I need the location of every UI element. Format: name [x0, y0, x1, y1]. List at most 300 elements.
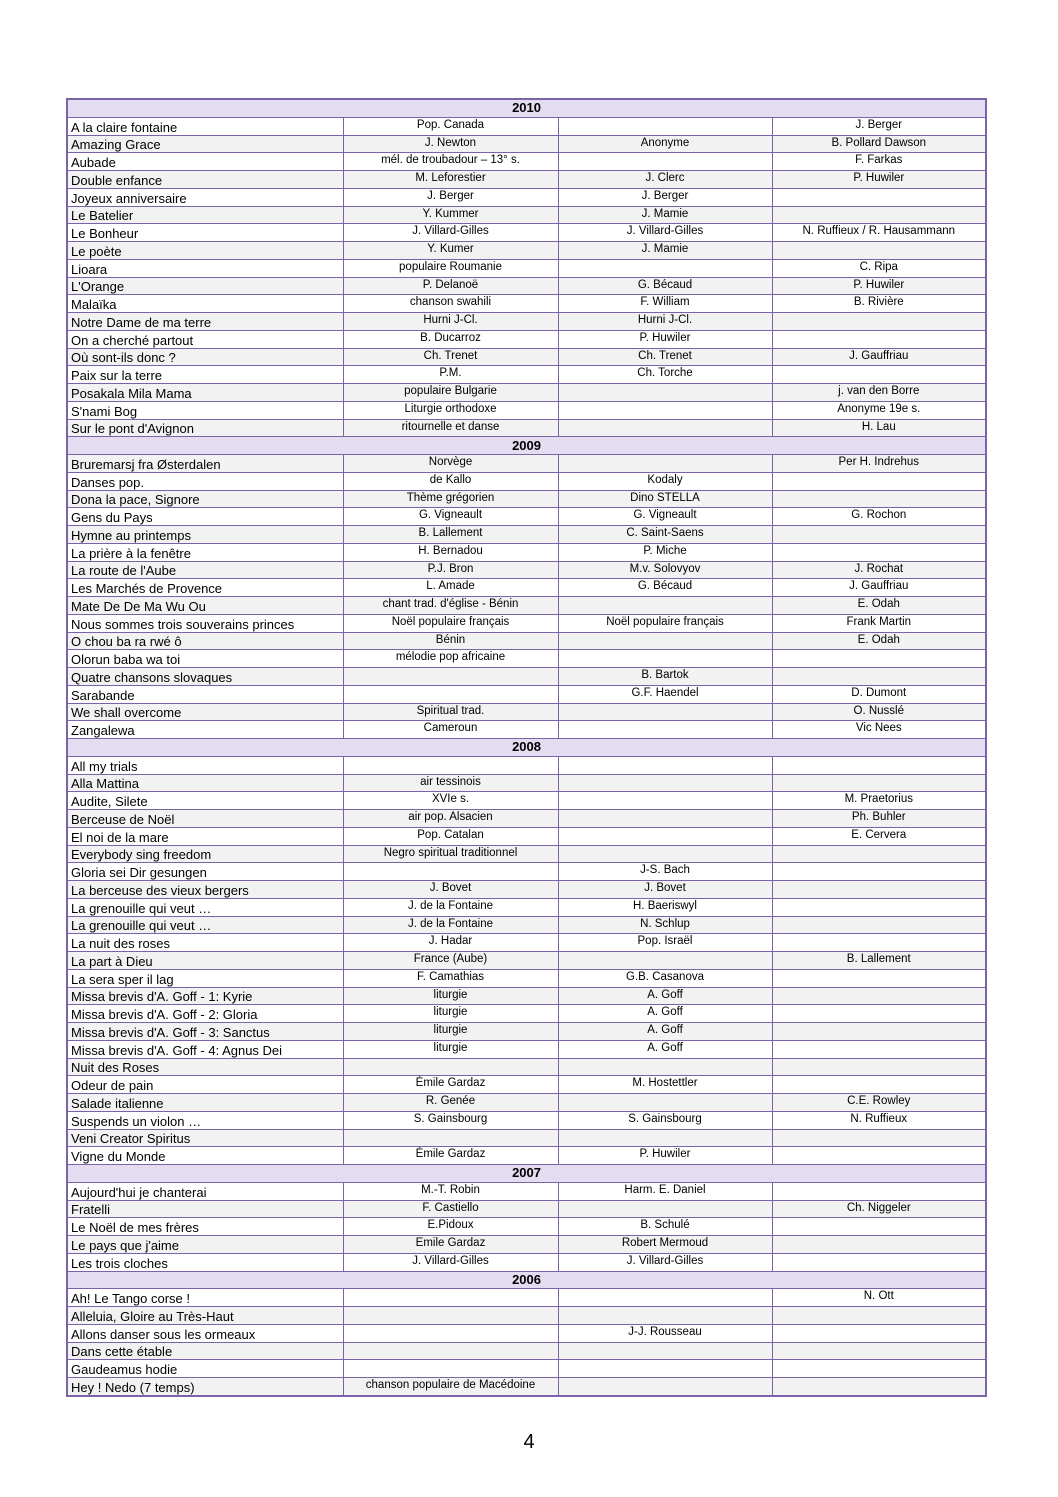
- arranger-cell: [772, 206, 986, 224]
- arranger-cell: N. Ott: [772, 1289, 986, 1307]
- table-body: [67, 99, 986, 1396]
- table-row: [67, 171, 986, 189]
- composer-cell: H. Baeriswyl: [558, 898, 772, 916]
- composer-cell: [558, 756, 772, 774]
- composer-cell: [558, 1094, 772, 1112]
- arranger-cell: [772, 242, 986, 260]
- table-row: [67, 668, 986, 686]
- song-title-cell: Le Noël de mes frères: [67, 1218, 343, 1236]
- arranger-cell: [772, 668, 986, 686]
- origin-cell: Liturgie orthodoxe: [343, 401, 558, 419]
- composer-cell: A. Goff: [558, 1023, 772, 1041]
- origin-cell: M.-T. Robin: [343, 1182, 558, 1200]
- arranger-cell: Anonyme 19e s.: [772, 401, 986, 419]
- table-row: [67, 1058, 986, 1076]
- composer-cell: [558, 703, 772, 721]
- composer-cell: [558, 845, 772, 863]
- arranger-cell: [772, 1129, 986, 1147]
- song-title-cell: Sur le pont d'Avignon: [67, 419, 343, 437]
- table-row: [67, 561, 986, 579]
- origin-cell: Ch. Trenet: [343, 348, 558, 366]
- year-label: 2008: [67, 739, 986, 757]
- song-title-cell: Le poète: [67, 242, 343, 260]
- table-row: [67, 1253, 986, 1271]
- song-title-cell: Zangalewa: [67, 721, 343, 739]
- table-row: [67, 277, 986, 295]
- song-title-cell: Alla Mattina: [67, 774, 343, 792]
- origin-cell: G. Vigneault: [343, 508, 558, 526]
- arranger-cell: [772, 881, 986, 899]
- arranger-cell: [772, 756, 986, 774]
- origin-cell: F. Castiello: [343, 1200, 558, 1218]
- song-title-cell: Gaudeamus hodie: [67, 1360, 343, 1378]
- composer-cell: [558, 1360, 772, 1378]
- table-row: [67, 490, 986, 508]
- arranger-cell: j. van den Borre: [772, 384, 986, 402]
- origin-cell: [343, 1324, 558, 1342]
- year-header-row: [67, 99, 986, 117]
- composer-cell: [558, 810, 772, 828]
- arranger-cell: Vic Nees: [772, 721, 986, 739]
- origin-cell: B. Ducarroz: [343, 330, 558, 348]
- song-title-cell: Hey ! Nedo (7 temps): [67, 1378, 343, 1396]
- origin-cell: J. Villard-Gilles: [343, 224, 558, 242]
- arranger-cell: J. Rochat: [772, 561, 986, 579]
- origin-cell: chanson swahili: [343, 295, 558, 313]
- table-row: [67, 632, 986, 650]
- composer-cell: Robert Mermoud: [558, 1236, 772, 1254]
- song-title-cell: A la claire fontaine: [67, 117, 343, 135]
- composer-cell: Ch. Torche: [558, 366, 772, 384]
- composer-cell: J. Mamie: [558, 242, 772, 260]
- song-title-cell: Posakala Mila Mama: [67, 384, 343, 402]
- table-row: [67, 597, 986, 615]
- song-title-cell: Dans cette étable: [67, 1342, 343, 1360]
- arranger-cell: E. Cervera: [772, 827, 986, 845]
- origin-cell: Pop. Catalan: [343, 827, 558, 845]
- arranger-cell: [772, 934, 986, 952]
- composer-cell: Kodaly: [558, 472, 772, 490]
- table-row: [67, 224, 986, 242]
- composer-cell: [558, 792, 772, 810]
- song-title-cell: Le pays que j'aime: [67, 1236, 343, 1254]
- table-row: [67, 756, 986, 774]
- song-title-cell: Audite, Silete: [67, 792, 343, 810]
- composer-cell: P. Huwiler: [558, 330, 772, 348]
- table-row: [67, 543, 986, 561]
- composer-cell: [558, 597, 772, 615]
- composer-cell: [558, 632, 772, 650]
- origin-cell: air tessinois: [343, 774, 558, 792]
- table-row: [67, 366, 986, 384]
- composer-cell: A. Goff: [558, 1040, 772, 1058]
- page-number: 4: [523, 1431, 535, 1453]
- song-title-cell: Où sont-ils donc ?: [67, 348, 343, 366]
- table-row: [67, 1076, 986, 1094]
- composer-cell: [558, 1342, 772, 1360]
- arranger-cell: [772, 1147, 986, 1165]
- origin-cell: F. Camathias: [343, 969, 558, 987]
- song-title-cell: La prière à la fenêtre: [67, 543, 343, 561]
- composer-cell: P. Huwiler: [558, 1147, 772, 1165]
- arranger-cell: B. Pollard Dawson: [772, 135, 986, 153]
- table-row: [67, 526, 986, 544]
- origin-cell: liturgie: [343, 1023, 558, 1041]
- composer-cell: [558, 153, 772, 171]
- origin-cell: ritournelle et danse: [343, 419, 558, 437]
- table-row: [67, 384, 986, 402]
- table-row: [67, 614, 986, 632]
- table-row: [67, 703, 986, 721]
- year-header-row: [67, 739, 986, 757]
- composer-cell: B. Schulé: [558, 1218, 772, 1236]
- song-title-cell: Missa brevis d'A. Goff - 2: Gloria: [67, 1005, 343, 1023]
- origin-cell: Spiritual trad.: [343, 703, 558, 721]
- song-title-cell: Lioara: [67, 259, 343, 277]
- origin-cell: mélodie pop africaine: [343, 650, 558, 668]
- song-title-cell: On a cherché partout: [67, 330, 343, 348]
- repertoire-table: [66, 98, 987, 1397]
- arranger-cell: Per H. Indrehus: [772, 455, 986, 473]
- origin-cell: J. Villard-Gilles: [343, 1253, 558, 1271]
- origin-cell: XVIe s.: [343, 792, 558, 810]
- song-title-cell: Les trois cloches: [67, 1253, 343, 1271]
- origin-cell: Pop. Canada: [343, 117, 558, 135]
- arranger-cell: [772, 490, 986, 508]
- table-row: [67, 952, 986, 970]
- arranger-cell: N. Ruffieux: [772, 1111, 986, 1129]
- arranger-cell: J. Berger: [772, 117, 986, 135]
- table-row: [67, 1182, 986, 1200]
- arranger-cell: [772, 1324, 986, 1342]
- arranger-cell: [772, 1378, 986, 1396]
- arranger-cell: J. Gauffriau: [772, 348, 986, 366]
- year-header-row: [67, 437, 986, 455]
- origin-cell: J. Hadar: [343, 934, 558, 952]
- composer-cell: Noël populaire français: [558, 614, 772, 632]
- arranger-cell: [772, 1005, 986, 1023]
- arranger-cell: B. Lallement: [772, 952, 986, 970]
- song-title-cell: Malaïka: [67, 295, 343, 313]
- origin-cell: de Kallo: [343, 472, 558, 490]
- table-row: [67, 455, 986, 473]
- composer-cell: M. Hostettler: [558, 1076, 772, 1094]
- table-row: [67, 401, 986, 419]
- table-row: [67, 916, 986, 934]
- arranger-cell: D. Dumont: [772, 685, 986, 703]
- composer-cell: [558, 1129, 772, 1147]
- arranger-cell: [772, 1076, 986, 1094]
- origin-cell: Cameroun: [343, 721, 558, 739]
- song-title-cell: L'Orange: [67, 277, 343, 295]
- composer-cell: A. Goff: [558, 987, 772, 1005]
- song-title-cell: Missa brevis d'A. Goff - 3: Sanctus: [67, 1023, 343, 1041]
- table-row: [67, 313, 986, 331]
- arranger-cell: [772, 188, 986, 206]
- song-title-cell: Allons danser sous les ormeaux: [67, 1324, 343, 1342]
- arranger-cell: G. Rochon: [772, 508, 986, 526]
- arranger-cell: [772, 1307, 986, 1325]
- table-row: [67, 579, 986, 597]
- table-row: [67, 188, 986, 206]
- origin-cell: Norvège: [343, 455, 558, 473]
- song-title-cell: Le Batelier: [67, 206, 343, 224]
- song-title-cell: Mate De De Ma Wu Ou: [67, 597, 343, 615]
- arranger-cell: [772, 1040, 986, 1058]
- table-row: [67, 1111, 986, 1129]
- song-title-cell: Missa brevis d'A. Goff - 4: Agnus Dei: [67, 1040, 343, 1058]
- year-label: 2006: [67, 1271, 986, 1289]
- song-title-cell: La grenouille qui veut …: [67, 898, 343, 916]
- table-row: [67, 792, 986, 810]
- year-label: 2009: [67, 437, 986, 455]
- table-row: [67, 206, 986, 224]
- arranger-cell: [772, 1058, 986, 1076]
- arranger-cell: Ch. Niggeler: [772, 1200, 986, 1218]
- arranger-cell: [772, 330, 986, 348]
- composer-cell: Ch. Trenet: [558, 348, 772, 366]
- song-title-cell: Nuit des Roses: [67, 1058, 343, 1076]
- table-row: [67, 295, 986, 313]
- origin-cell: J. Berger: [343, 188, 558, 206]
- table-row: [67, 348, 986, 366]
- table-row: [67, 881, 986, 899]
- origin-cell: E.Pidoux: [343, 1218, 558, 1236]
- origin-cell: L. Amade: [343, 579, 558, 597]
- song-title-cell: Hymne au printemps: [67, 526, 343, 544]
- origin-cell: populaire Bulgarie: [343, 384, 558, 402]
- year-header-row: [67, 1165, 986, 1183]
- origin-cell: P.J. Bron: [343, 561, 558, 579]
- table-row: [67, 898, 986, 916]
- arranger-cell: [772, 313, 986, 331]
- song-title-cell: Paix sur la terre: [67, 366, 343, 384]
- origin-cell: [343, 1307, 558, 1325]
- table-row: [67, 1378, 986, 1396]
- origin-cell: [343, 668, 558, 686]
- composer-cell: G. Vigneault: [558, 508, 772, 526]
- composer-cell: J. Clerc: [558, 171, 772, 189]
- table-row: [67, 1094, 986, 1112]
- table-row: [67, 472, 986, 490]
- origin-cell: populaire Roumanie: [343, 259, 558, 277]
- table-row: [67, 1324, 986, 1342]
- song-title-cell: Berceuse de Noël: [67, 810, 343, 828]
- composer-cell: P. Miche: [558, 543, 772, 561]
- arranger-cell: [772, 1253, 986, 1271]
- origin-cell: air pop. Alsacien: [343, 810, 558, 828]
- origin-cell: [343, 1360, 558, 1378]
- arranger-cell: P. Huwiler: [772, 277, 986, 295]
- table-row: [67, 1289, 986, 1307]
- composer-cell: J. Villard-Gilles: [558, 224, 772, 242]
- composer-cell: [558, 1307, 772, 1325]
- arranger-cell: B. Rivière: [772, 295, 986, 313]
- origin-cell: liturgie: [343, 987, 558, 1005]
- origin-cell: H. Bernadou: [343, 543, 558, 561]
- arranger-cell: E. Odah: [772, 632, 986, 650]
- table-row: [67, 827, 986, 845]
- arranger-cell: [772, 526, 986, 544]
- song-title-cell: Joyeux anniversaire: [67, 188, 343, 206]
- arranger-cell: H. Lau: [772, 419, 986, 437]
- table-row: [67, 845, 986, 863]
- composer-cell: J-J. Rousseau: [558, 1324, 772, 1342]
- song-title-cell: La berceuse des vieux bergers: [67, 881, 343, 899]
- origin-cell: Émile Gardaz: [343, 1076, 558, 1094]
- song-title-cell: All my trials: [67, 756, 343, 774]
- table-row: [67, 153, 986, 171]
- origin-cell: [343, 863, 558, 881]
- origin-cell: P.M.: [343, 366, 558, 384]
- origin-cell: [343, 685, 558, 703]
- song-title-cell: O chou ba ra rwé ô: [67, 632, 343, 650]
- arranger-cell: M. Praetorius: [772, 792, 986, 810]
- song-title-cell: Everybody sing freedom: [67, 845, 343, 863]
- song-title-cell: Salade italienne: [67, 1094, 343, 1112]
- arranger-cell: [772, 916, 986, 934]
- song-title-cell: Gloria sei Dir gesungen: [67, 863, 343, 881]
- origin-cell: liturgie: [343, 1005, 558, 1023]
- arranger-cell: [772, 1236, 986, 1254]
- table-row: [67, 721, 986, 739]
- composer-cell: Dino STELLA: [558, 490, 772, 508]
- origin-cell: [343, 1129, 558, 1147]
- song-title-cell: Vigne du Monde: [67, 1147, 343, 1165]
- origin-cell: mél. de troubadour – 13° s.: [343, 153, 558, 171]
- arranger-cell: J. Gauffriau: [772, 579, 986, 597]
- composer-cell: [558, 1378, 772, 1396]
- composer-cell: [558, 1058, 772, 1076]
- arranger-cell: P. Huwiler: [772, 171, 986, 189]
- origin-cell: [343, 756, 558, 774]
- arranger-cell: N. Ruffieux / R. Hausammann: [772, 224, 986, 242]
- composer-cell: J. Berger: [558, 188, 772, 206]
- table-row: [67, 135, 986, 153]
- origin-cell: R. Genée: [343, 1094, 558, 1112]
- song-title-cell: Veni Creator Spiritus: [67, 1129, 343, 1147]
- arranger-cell: [772, 898, 986, 916]
- song-title-cell: La route de l'Aube: [67, 561, 343, 579]
- table-row: [67, 242, 986, 260]
- table-row: [67, 1218, 986, 1236]
- composer-cell: [558, 827, 772, 845]
- arranger-cell: [772, 845, 986, 863]
- table-row: [67, 508, 986, 526]
- composer-cell: Pop. Israël: [558, 934, 772, 952]
- table-row: [67, 419, 986, 437]
- table-row: [67, 1023, 986, 1041]
- arranger-cell: [772, 1218, 986, 1236]
- origin-cell: liturgie: [343, 1040, 558, 1058]
- composer-cell: S. Gainsbourg: [558, 1111, 772, 1129]
- song-title-cell: La part à Dieu: [67, 952, 343, 970]
- origin-cell: B. Lallement: [343, 526, 558, 544]
- origin-cell: M. Leforestier: [343, 171, 558, 189]
- table-row: [67, 1040, 986, 1058]
- song-title-cell: Aujourd'hui je chanterai: [67, 1182, 343, 1200]
- composer-cell: Harm. E. Daniel: [558, 1182, 772, 1200]
- song-title-cell: La nuit des roses: [67, 934, 343, 952]
- origin-cell: Y. Kumer: [343, 242, 558, 260]
- song-title-cell: Le Bonheur: [67, 224, 343, 242]
- table-row: [67, 810, 986, 828]
- table-row: [67, 934, 986, 952]
- song-title-cell: Bruremarsj fra Østerdalen: [67, 455, 343, 473]
- song-title-cell: La sera sper il lag: [67, 969, 343, 987]
- song-title-cell: Dona la pace, Signore: [67, 490, 343, 508]
- arranger-cell: Frank Martin: [772, 614, 986, 632]
- composer-cell: Hurni J-Cl.: [558, 313, 772, 331]
- table-row: [67, 1129, 986, 1147]
- table-row: [67, 1005, 986, 1023]
- origin-cell: Thème grégorien: [343, 490, 558, 508]
- origin-cell: J. Bovet: [343, 881, 558, 899]
- table-row: [67, 1236, 986, 1254]
- origin-cell: J. de la Fontaine: [343, 916, 558, 934]
- composer-cell: M.v. Solovyov: [558, 561, 772, 579]
- song-title-cell: Olorun baba wa toi: [67, 650, 343, 668]
- song-title-cell: Alleluia, Gloire au Très-Haut: [67, 1307, 343, 1325]
- composer-cell: F. William: [558, 295, 772, 313]
- composer-cell: [558, 455, 772, 473]
- origin-cell: S. Gainsbourg: [343, 1111, 558, 1129]
- song-title-cell: Ah! Le Tango corse !: [67, 1289, 343, 1307]
- composer-cell: [558, 952, 772, 970]
- composer-cell: G. Bécaud: [558, 579, 772, 597]
- origin-cell: [343, 1289, 558, 1307]
- origin-cell: Noël populaire français: [343, 614, 558, 632]
- song-title-cell: S'nami Bog: [67, 401, 343, 419]
- song-title-cell: Quatre chansons slovaques: [67, 668, 343, 686]
- composer-cell: [558, 384, 772, 402]
- origin-cell: Y. Kummer: [343, 206, 558, 224]
- song-title-cell: We shall overcome: [67, 703, 343, 721]
- arranger-cell: C.E. Rowley: [772, 1094, 986, 1112]
- origin-cell: Negro spiritual traditionnel: [343, 845, 558, 863]
- song-title-cell: Double enfance: [67, 171, 343, 189]
- origin-cell: chant trad. d'église - Bénin: [343, 597, 558, 615]
- arranger-cell: E. Odah: [772, 597, 986, 615]
- arranger-cell: [772, 969, 986, 987]
- arranger-cell: [772, 543, 986, 561]
- song-title-cell: Nous sommes trois souverains princes: [67, 614, 343, 632]
- table-row: [67, 1307, 986, 1325]
- origin-cell: J. Newton: [343, 135, 558, 153]
- composer-cell: [558, 650, 772, 668]
- origin-cell: France (Aube): [343, 952, 558, 970]
- table-row: [67, 987, 986, 1005]
- composer-cell: Anonyme: [558, 135, 772, 153]
- composer-cell: [558, 401, 772, 419]
- table-row: [67, 1147, 986, 1165]
- composer-cell: G.F. Haendel: [558, 685, 772, 703]
- arranger-cell: Ph. Buhler: [772, 810, 986, 828]
- song-title-cell: Suspends un violon …: [67, 1111, 343, 1129]
- song-title-cell: Fratelli: [67, 1200, 343, 1218]
- song-title-cell: Gens du Pays: [67, 508, 343, 526]
- song-title-cell: Amazing Grace: [67, 135, 343, 153]
- composer-cell: [558, 774, 772, 792]
- composer-cell: G. Bécaud: [558, 277, 772, 295]
- table-row: [67, 774, 986, 792]
- arranger-cell: [772, 472, 986, 490]
- composer-cell: A. Goff: [558, 1005, 772, 1023]
- table-row: [67, 330, 986, 348]
- song-title-cell: Les Marchés de Provence: [67, 579, 343, 597]
- year-header-row: [67, 1271, 986, 1289]
- composer-cell: J. Bovet: [558, 881, 772, 899]
